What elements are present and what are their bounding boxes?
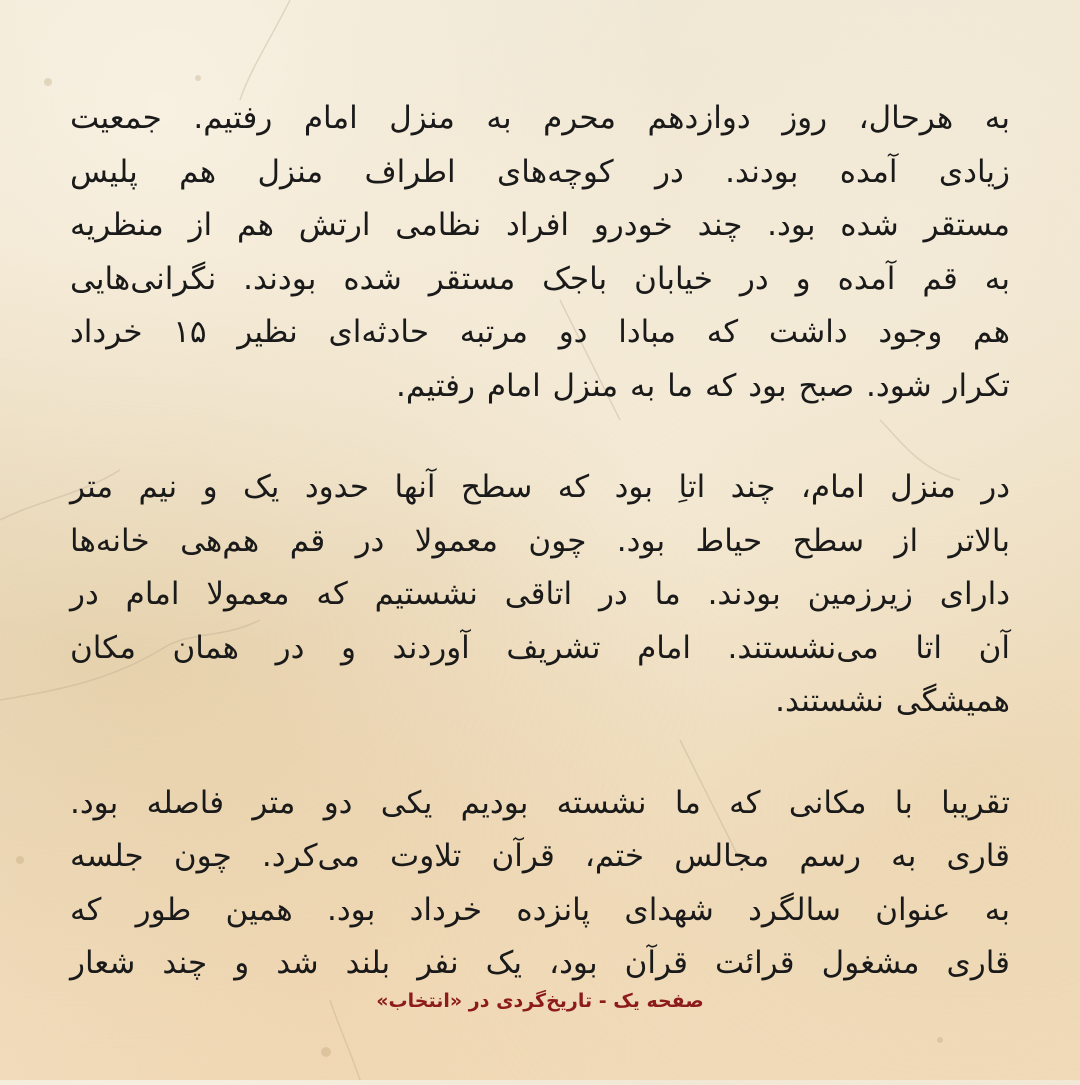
page-footer-caption: صفحه یک - تاریخ‌گردی در «انتخاب» [376,990,704,1012]
text-line: آن اتا می‌نشستند. امام تشریف آوردند و در همان مکان [70,629,1010,666]
paragraph-2 [70,461,1010,729]
text-line: هم وجود داشت که مبادا دو مرتبه حادثه‌ای نظیر ۱۵ خرداد [70,314,1010,350]
text-line: به عنوان سالگرد شهدای پانزده خرداد بود. همین طور که [70,891,1010,928]
document-body [70,92,1010,1039]
paragraph-3 [70,777,1010,991]
text-line: مستقر شده بود. چند خودرو افراد نظامی ارتش هم از منظریه [70,207,1010,243]
text-line: به قم آمده و در خیابان باجک مستقر شده بودند. نگرانی‌هایی [70,260,1010,297]
text-line: همیشگی نشستند. [775,683,1010,719]
text-line: تکرار شود. صبح بود که ما به منزل امام رفتیم. [395,367,1010,404]
text-line: قاری به رسم مجالس ختم، قرآن تلاوت می‌کرد. چون جلسه [70,838,1010,874]
paragraph-1 [70,92,1010,413]
text-line: زیادی آمده بودند. در کوچه‌های اطراف منزل هم پلیس [70,153,1010,190]
text-line: قاری مشغول قرائت قرآن بود، یک نفر بلند شد و چند شعار [70,945,1010,981]
text-line: تقریبا با مکانی که ما نشسته بودیم یکی دو متر فاصله بود. [70,784,1010,821]
text-line: در منزل امام، چند اتاِ بود که سطح آنها حدود یک و نیم متر [70,469,1010,505]
text-line: به هرحال، روز دوازدهم محرم به منزل امام رفتیم. جمعیت [70,100,1010,136]
text-line: بالاتر از سطح حیاط بود. چون معمولا در قم هم‌هی خانه‌ها [70,522,1010,559]
text-line: دارای زیرزمین بودند. ما در اتاقی نشستیم که معمولا امام در [70,576,1010,612]
